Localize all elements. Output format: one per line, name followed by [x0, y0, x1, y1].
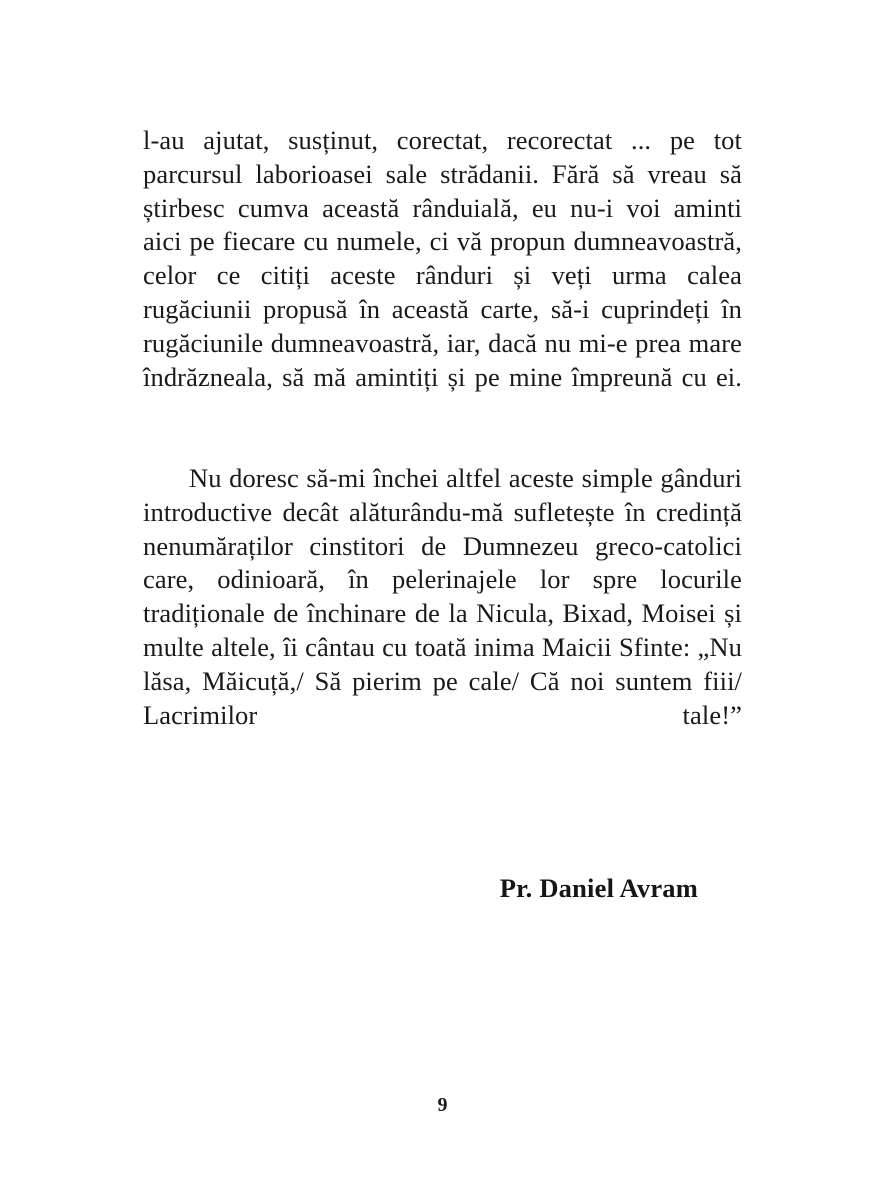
text-column	[143, 124, 742, 766]
author-signature: Pr. Daniel Avram	[499, 873, 698, 903]
body-paragraph-continued: l-au ajutat, susținut, corectat, recorectat ... pe tot parcursul laborioasei sale strădanii. Fără să vreau să știrbesc cumva această rânduială, eu nu-i voi aminti aici pe fiecare cu numele, ci vă propun dumneavoastră, celor ce citiți aceste rânduri și veți urma calea rugăciunii propusă în această carte, să-i cuprindeți în rugăciunile dumneavoastră, iar, dacă nu mi-e prea mare îndrăzneala, să mă amintiți și pe mine împreună cu ei.	[143, 125, 742, 392]
signature-block	[143, 871, 742, 905]
page-number: 9	[437, 1094, 448, 1116]
body-paragraph-closing: Nu doresc să-mi închei altfel aceste simple gânduri introductive decât alăturându-mă sufletește în credință nenumăraților cinstitori de Dumnezeu greco-catolici care, odinioară, în pelerinajele lor spre locurile tradiționale de închinare de la Nicula, Bixad, Moisei și multe altele, îi cântau cu toată inima Maicii Sfinte: „Nu lăsa, Măicuță,/ Să pierim pe cale/ Că noi suntem fiii/ Lacrimilor tale!”	[143, 462, 742, 730]
